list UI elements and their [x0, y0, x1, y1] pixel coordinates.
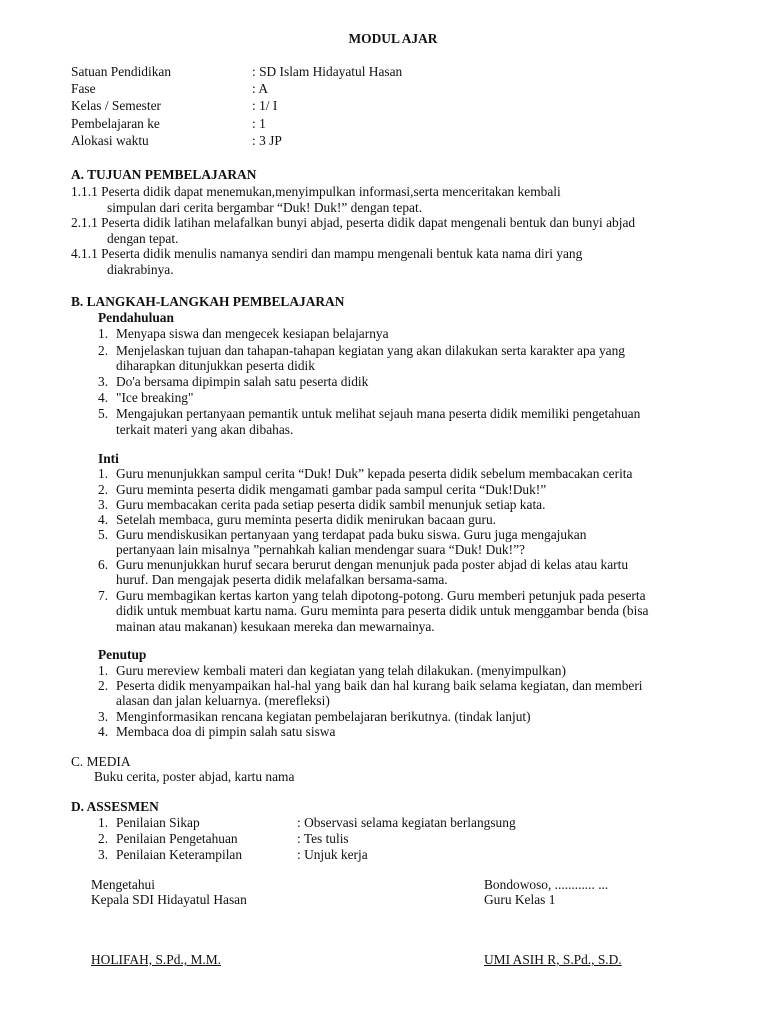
list-item-cont: pertanyaan lain misalnya ”pernahkah kalian mendengar suara “Duk! Duk!”? — [116, 542, 525, 557]
assessment-value: : Observasi selama kegiatan berlangsung — [297, 815, 516, 830]
signature-left-line2: Kepala SDI Hidayatul Hasan — [91, 892, 247, 907]
section-heading: B. LANGKAH-LANGKAH PEMBELAJARAN — [71, 294, 345, 309]
list-number: 2. — [98, 343, 109, 358]
objective-line: diakrabinya. — [107, 262, 174, 277]
list-item: Do'a bersama dipimpin salah satu peserta didik — [116, 374, 369, 389]
section-heading: C. MEDIA — [71, 754, 131, 769]
list-item: Guru menunjukkan sampul cerita “Duk! Duk” kepada peserta didik sebelum membacakan cerita — [116, 466, 633, 481]
list-number: 3. — [98, 374, 109, 389]
info-label: Alokasi waktu — [71, 133, 149, 148]
list-number: 4. — [98, 390, 109, 405]
signature-right-name: UMI ASIH R, S.Pd., S.D. — [484, 952, 622, 967]
page-title: MODUL AJAR — [348, 31, 438, 46]
list-item: Menginformasikan rencana kegiatan pembelajaran berikutnya. (tindak lanjut) — [116, 709, 531, 724]
list-item: Guru membagikan kertas karton yang telah dipotong-potong. Guru memberi petunjuk pada peserta — [116, 588, 646, 603]
list-number: 1. — [98, 326, 109, 341]
list-item: Guru meminta peserta didik mengamati gambar pada sampul cerita “Duk!Duk!” — [116, 482, 547, 497]
signature-left-name: HOLIFAH, S.Pd., M.M. — [91, 952, 221, 967]
list-item-cont: diharapkan ditunjukkan peserta didik — [116, 358, 315, 373]
list-item: Guru menunjukkan huruf secara berurut dengan menunjuk pada poster abjad di kelas atau kartu — [116, 557, 629, 572]
subsection-title: Pendahuluan — [98, 310, 174, 325]
assessment-label: Penilaian Pengetahuan — [116, 831, 238, 846]
objective-line: dengan tepat. — [107, 231, 179, 246]
list-number: 3. — [98, 709, 109, 724]
list-item: Peserta didik menyampaikan hal-hal yang baik dan hal kurang baik selama kegiatan, dan memberi — [116, 678, 643, 693]
list-item: Mengajukan pertanyaan pemantik untuk melihat sejauh mana peserta didik memiliki pengetahuan — [116, 406, 641, 421]
info-label: Pembelajaran ke — [71, 116, 160, 131]
list-item: "Ice breaking" — [116, 390, 194, 405]
info-label: Kelas / Semester — [71, 98, 161, 113]
signature-left-line1: Mengetahui — [91, 877, 155, 892]
info-label: Fase — [71, 81, 96, 96]
list-item: Menyapa siswa dan mengecek kesiapan belajarnya — [116, 326, 389, 341]
list-item-cont: didik untuk membuat kartu nama. Guru meminta para peserta didik untuk menggambar benda (bisa — [116, 603, 649, 618]
subsection-title: Penutup — [98, 647, 147, 662]
objective-line: 2.1.1 Peserta didik latihan melafalkan bunyi abjad, peserta didik dapat mengenali bentuk dan bunyi abjad — [71, 215, 636, 230]
list-number: 2. — [98, 831, 109, 846]
list-number: 2. — [98, 678, 109, 693]
objective-line: simpulan dari cerita bergambar “Duk! Duk!” dengan tepat. — [107, 200, 423, 215]
list-number: 3. — [98, 847, 109, 862]
info-value: : A — [252, 81, 268, 96]
info-label: Satuan Pendidikan — [71, 64, 172, 79]
list-item: Guru membacakan cerita pada setiap peserta didik sambil menunjuk setiap kata. — [116, 497, 546, 512]
list-number: 5. — [98, 527, 109, 542]
assessment-value: : Tes tulis — [297, 831, 349, 846]
list-number: 1. — [98, 663, 109, 678]
list-item-cont: mainan atau makanan) kesukaan mereka dan mewarnainya. — [116, 619, 435, 634]
assessment-label: Penilaian Sikap — [116, 815, 200, 830]
list-number: 2. — [98, 482, 109, 497]
list-number: 1. — [98, 466, 109, 481]
objective-line: 1.1.1 Peserta didik dapat menemukan,menyimpulkan informasi,serta menceritakan kembali — [71, 184, 561, 199]
list-number: 5. — [98, 406, 109, 421]
list-item-cont: huruf. Dan mengajak peserta didik melafalkan bersama-sama. — [116, 572, 448, 587]
list-item: Menjelaskan tujuan dan tahapan-tahapan kegiatan yang akan dilakukan serta karakter apa yang — [116, 343, 625, 358]
list-item-cont: alasan dan jalan keluarnya. (merefleksi) — [116, 693, 330, 708]
list-item: Guru mereview kembali materi dan kegiatan yang telah dilakukan. (menyimpulkan) — [116, 663, 566, 678]
list-item: Membaca doa di pimpin salah satu siswa — [116, 724, 336, 739]
list-item-cont: terkait materi yang akan dibahas. — [116, 422, 294, 437]
assessment-value: : Unjuk kerja — [297, 847, 368, 862]
objective-line: 4.1.1 Peserta didik menulis namanya sendiri dan mampu mengenali bentuk kata nama diri yang — [71, 246, 583, 261]
list-number: 3. — [98, 497, 109, 512]
list-number: 4. — [98, 512, 109, 527]
info-value: : SD Islam Hidayatul Hasan — [252, 64, 403, 79]
media-content: Buku cerita, poster abjad, kartu nama — [94, 769, 295, 784]
info-value: : 3 JP — [252, 133, 282, 148]
signature-right-line2: Guru Kelas 1 — [484, 892, 556, 907]
section-heading: D. ASSESMEN — [71, 799, 159, 814]
list-number: 7. — [98, 588, 109, 603]
list-number: 4. — [98, 724, 109, 739]
signature-right-line1: Bondowoso, ............ ... — [484, 877, 609, 892]
list-number: 1. — [98, 815, 109, 830]
list-item: Guru mendiskusikan pertanyaan yang terdapat pada buku siswa. Guru juga mengajukan — [116, 527, 587, 542]
info-value: : 1/ I — [252, 98, 278, 113]
list-item: Setelah membaca, guru meminta peserta didik menirukan bacaan guru. — [116, 512, 497, 527]
assessment-label: Penilaian Keterampilan — [116, 847, 243, 862]
info-value: : 1 — [252, 116, 266, 131]
section-heading: A. TUJUAN PEMBELAJARAN — [71, 167, 257, 182]
subsection-title: Inti — [98, 451, 119, 466]
list-number: 6. — [98, 557, 109, 572]
